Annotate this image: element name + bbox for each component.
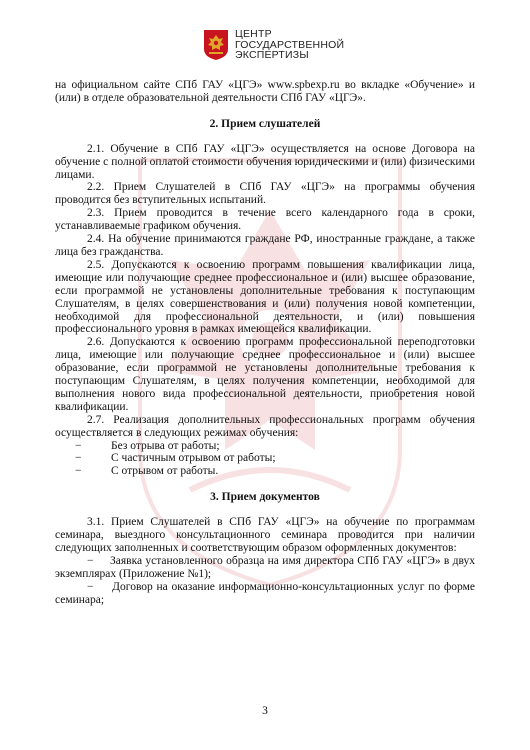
intro-paragraph: на официальном сайте СПб ГАУ «ЦГЭ» www.spbexp.ru во вкладке «Обучение» и (или) в отделе образовательной деятельности СПб ГАУ «ЦГЭ». — [55, 79, 475, 104]
emblem-icon — [203, 29, 229, 61]
document-item — [55, 581, 475, 607]
dash-marker: − — [87, 554, 94, 567]
org-line-1: ЦЕНТР — [235, 28, 272, 40]
dash-marker: − — [87, 580, 94, 593]
paragraph-3-1: 3.1. Прием Слушателей в СПб ГАУ «ЦГЭ» на обучение по программам семинара, выездного консультационного семинара проводится при наличии следующих заполненных и соответствующим образом оформленных документов: — [55, 516, 475, 554]
paragraph-2-5: 2.5. Допускаются к освоению программ повышения квалификации лица, имеющие или получающие среднее профессиональное и (или) высшее образование, если программой не установлены дополнительные требования к поступающим Слушателям, в целях совершенствования и (или) получения новой компетенции, необходимой для профессиональной деятельности, и (или) повышения профессионального уровня в рамках имеющейся квалификации. — [55, 258, 475, 336]
org-line-3: ЭКСПЕРТИЗЫ — [235, 49, 309, 61]
section-2-title: 2. Прием слушателей — [209, 117, 321, 130]
list-item — [55, 452, 475, 465]
document-item — [55, 555, 475, 581]
paragraph-2-1: 2.1. Обучение в СПб ГАУ «ЦГЭ» осуществляется на основе Договора на обучение с полной оплатой стоимости обучения юридическими и (или) физическими лицами. — [55, 142, 475, 181]
paragraph-2-3: 2.3. Прием проводится в течение всего календарного года в сроки, устанавливаемые графиком обучения. — [55, 207, 475, 233]
dash-marker: − — [75, 439, 82, 452]
paragraph-2-2: 2.2. Прием Слушателей в СПб ГАУ «ЦГЭ» на программы обучения проводится без вступительных испытаний. — [55, 181, 475, 207]
paragraph-2-6: 2.6. Допускаются к освоению программ профессиональной переподготовки лица, имеющие или получающие среднее профессиональное и (или) высшее образование, если программой не установлены дополнительные требования к поступающим Слушателям, в целях получения компетенции, необходимой для выполнения нового вида профессиональной деятельности, приобретения новой квалификации. — [55, 336, 475, 413]
mode-item: Без отрыва от работы; — [111, 439, 220, 452]
mode-item: С отрывом от работы. — [111, 465, 219, 478]
list-item — [55, 440, 475, 453]
org-line-2: ГОСУДАРСТВЕННОЙ — [235, 38, 345, 51]
document-item-text: Договор на оказание информационно-консультационных услуг по форме семинара; — [55, 580, 476, 606]
document-body — [55, 79, 475, 607]
paragraph-2-7: 2.7. Реализация дополнительных профессиональных программ обучения осуществляется в следующих режимах обучения: — [55, 413, 475, 439]
section-3-title: 3. Прием документов — [210, 491, 320, 504]
header — [203, 29, 344, 61]
mode-item: С частичным отрывом от работы; — [111, 452, 276, 465]
document-item-text: Заявка установленного образца на имя директора СПб ГАУ «ЦГЭ» в двух экземплярах (Приложение №1); — [55, 554, 476, 580]
organization-name — [235, 29, 344, 61]
dash-marker: − — [75, 452, 82, 465]
list-item — [55, 465, 475, 478]
dash-marker: − — [75, 465, 82, 478]
page-number: 3 — [262, 705, 268, 717]
paragraph-2-4: 2.4. На обучение принимаются граждане РФ, иностранные граждане, а также лица без гражданства. — [55, 233, 475, 258]
